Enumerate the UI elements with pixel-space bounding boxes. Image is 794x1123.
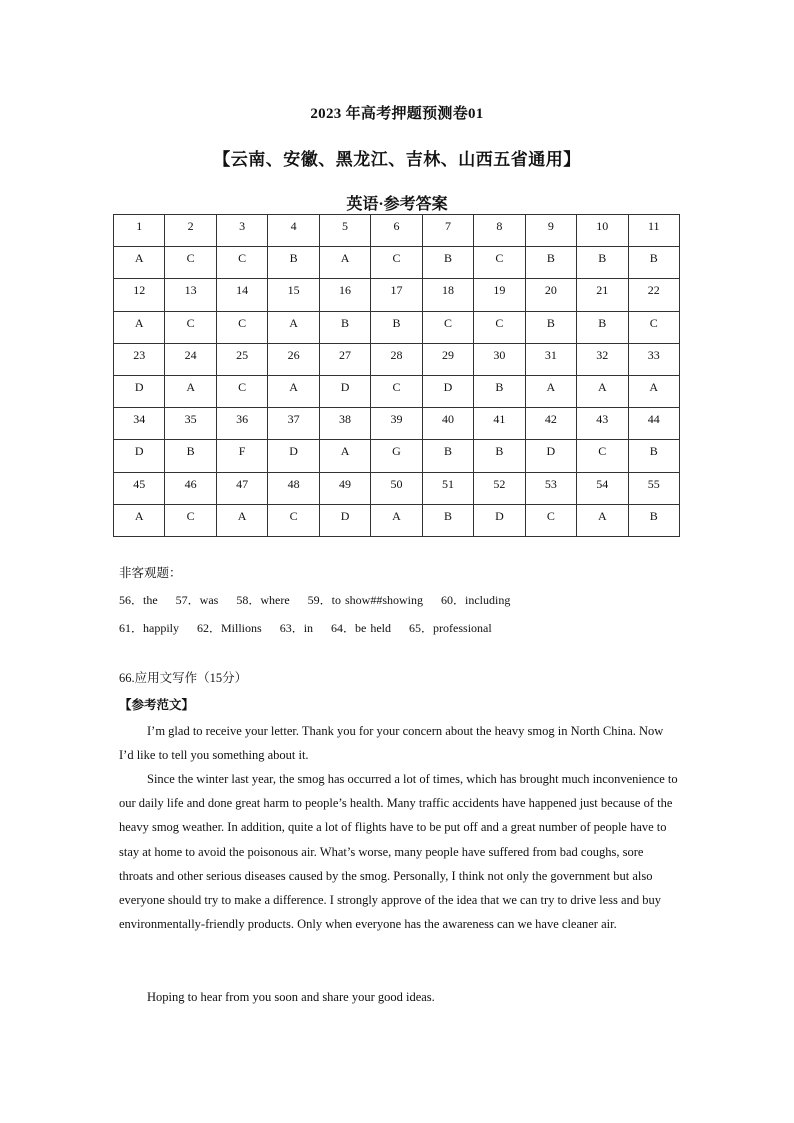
answer-cell: A <box>371 504 422 536</box>
fill-answer: 56．the <box>119 593 158 607</box>
exam-title: 2023 年高考押题预测卷01 <box>310 106 484 122</box>
question-number-cell: 52 <box>474 472 525 504</box>
question-number-cell: 12 <box>114 279 165 311</box>
question-number-cell: 22 <box>628 279 679 311</box>
non-choice-label: 非客观题： <box>119 566 182 580</box>
answer-cell: G <box>371 440 422 472</box>
question-number-cell: 36 <box>216 408 267 440</box>
fill-answer: 62．Millions <box>197 621 262 635</box>
question-number-cell: 30 <box>474 343 525 375</box>
essay-paragraph-2: Since the winter last year, the smog has occurred a lot of times, which has brought much inconvenience to our daily life and done great harm to people’s health. Many traffic accidents have happened just because of the heavy smog weather. In addition, quite a lot of flights have to be put off and a great number of people have to stay at home to avoid the poisonous air. What’s worse, many people have suffered from bad coughs, sore throats and other serious diseases caused by the smog. Personally, I think not only the government but also everyone should try to make a difference. I strongly approve of the idea that we can try to drive less and buy environmentally-friendly products. Only when everyone has the awareness can we have cleaner air. <box>119 772 678 932</box>
answer-cell: D <box>474 504 525 536</box>
answer-cell: B <box>474 440 525 472</box>
question-number-cell: 47 <box>216 472 267 504</box>
question-number-cell: 8 <box>474 215 525 247</box>
question-number-cell: 37 <box>268 408 319 440</box>
answer-cell: D <box>422 375 473 407</box>
answer-row <box>114 311 680 343</box>
answer-cell: A <box>114 311 165 343</box>
question-number-row <box>114 472 680 504</box>
answer-cell: C <box>216 311 267 343</box>
fill-answer: 64．be held <box>331 621 392 635</box>
essay-paragraph-1: I’m glad to receive your letter. Thank you for your concern about the heavy smog in North China. Now I’d like to tell you something about it. <box>119 724 664 763</box>
answer-cell: C <box>422 311 473 343</box>
question-number-cell: 17 <box>371 279 422 311</box>
answer-cell: B <box>628 247 679 279</box>
answer-cell: B <box>319 311 370 343</box>
question-number-row <box>114 408 680 440</box>
answer-cell: B <box>525 247 576 279</box>
answer-cell: C <box>216 247 267 279</box>
question-number-cell: 18 <box>422 279 473 311</box>
question-number-cell: 14 <box>216 279 267 311</box>
question-number-cell: 41 <box>474 408 525 440</box>
question-number-cell: 19 <box>474 279 525 311</box>
answer-cell: B <box>577 311 628 343</box>
answer-cell: A <box>577 375 628 407</box>
answer-cell: B <box>165 440 216 472</box>
answer-cell: D <box>114 440 165 472</box>
answer-cell: B <box>525 311 576 343</box>
answer-cell: C <box>474 311 525 343</box>
fill-answer: 65．professional <box>409 621 492 635</box>
question-number-row <box>114 279 680 311</box>
answer-cell: C <box>474 247 525 279</box>
question-number-row <box>114 215 680 247</box>
answer-cell: D <box>319 375 370 407</box>
question-number-cell: 4 <box>268 215 319 247</box>
question-number-cell: 43 <box>577 408 628 440</box>
answer-cell: D <box>268 440 319 472</box>
answer-cell: C <box>165 247 216 279</box>
answer-row <box>114 247 680 279</box>
answer-cell: A <box>525 375 576 407</box>
answer-cell: B <box>371 311 422 343</box>
question-number-cell: 3 <box>216 215 267 247</box>
answer-cell: A <box>216 504 267 536</box>
answer-cell: C <box>577 440 628 472</box>
answer-cell: B <box>422 440 473 472</box>
question-number-cell: 23 <box>114 343 165 375</box>
answer-cell: A <box>268 311 319 343</box>
question-number-cell: 10 <box>577 215 628 247</box>
answer-row <box>114 375 680 407</box>
answer-cell: C <box>165 504 216 536</box>
answer-cell: A <box>114 504 165 536</box>
answer-cell: C <box>628 311 679 343</box>
answer-row <box>114 504 680 536</box>
question-number-cell: 34 <box>114 408 165 440</box>
question-number-cell: 2 <box>165 215 216 247</box>
answer-cell: B <box>577 247 628 279</box>
question-number-cell: 53 <box>525 472 576 504</box>
question-number-cell: 26 <box>268 343 319 375</box>
question-number-cell: 35 <box>165 408 216 440</box>
question-number-cell: 5 <box>319 215 370 247</box>
answer-cell: B <box>422 247 473 279</box>
answer-row <box>114 440 680 472</box>
question-number-cell: 15 <box>268 279 319 311</box>
question-number-cell: 11 <box>628 215 679 247</box>
answer-cell: D <box>319 504 370 536</box>
fill-answer: 63．in <box>279 621 314 635</box>
answer-cell: B <box>628 504 679 536</box>
question-number-cell: 50 <box>371 472 422 504</box>
question-number-cell: 1 <box>114 215 165 247</box>
question-number-cell: 49 <box>319 472 370 504</box>
question-number-cell: 13 <box>165 279 216 311</box>
fill-answer: 61．happily <box>119 621 179 635</box>
answer-cell: C <box>165 311 216 343</box>
question-number-cell: 9 <box>525 215 576 247</box>
fill-answer: 59．to show##showing <box>307 593 424 607</box>
question-number-row <box>114 343 680 375</box>
question-number-cell: 55 <box>628 472 679 504</box>
question-number-cell: 7 <box>422 215 473 247</box>
answer-cell: A <box>577 504 628 536</box>
question-number-cell: 40 <box>422 408 473 440</box>
answer-cell: C <box>525 504 576 536</box>
sample-label: 【参考范文】 <box>119 698 195 712</box>
answer-cell: D <box>114 375 165 407</box>
question-number-cell: 46 <box>165 472 216 504</box>
question-number-cell: 45 <box>114 472 165 504</box>
answer-cell: B <box>422 504 473 536</box>
question-number-cell: 20 <box>525 279 576 311</box>
answer-cell: A <box>165 375 216 407</box>
question-number-cell: 33 <box>628 343 679 375</box>
question-number-cell: 25 <box>216 343 267 375</box>
question-number-cell: 32 <box>577 343 628 375</box>
question-number-cell: 31 <box>525 343 576 375</box>
question-number-cell: 54 <box>577 472 628 504</box>
answer-cell: B <box>474 375 525 407</box>
question-number-cell: 44 <box>628 408 679 440</box>
answer-cell: B <box>268 247 319 279</box>
question-number-cell: 48 <box>268 472 319 504</box>
fill-answers-line-1 <box>119 591 524 608</box>
question-number-cell: 16 <box>319 279 370 311</box>
writing-heading: 66.应用文写作（15分） <box>119 671 248 685</box>
answer-cell: C <box>268 504 319 536</box>
answer-cell: D <box>525 440 576 472</box>
fill-answer: 57．was <box>175 593 219 607</box>
answer-cell: A <box>268 375 319 407</box>
question-number-cell: 28 <box>371 343 422 375</box>
answer-cell: A <box>114 247 165 279</box>
answer-cell: A <box>628 375 679 407</box>
fill-answers-line-2 <box>119 619 506 636</box>
answer-cell: B <box>628 440 679 472</box>
region-subtitle: 【云南、安徽、黑龙江、吉林、山西五省通用】 <box>213 150 581 169</box>
answer-cell: A <box>319 440 370 472</box>
question-number-cell: 38 <box>319 408 370 440</box>
question-number-cell: 21 <box>577 279 628 311</box>
question-number-cell: 24 <box>165 343 216 375</box>
question-number-cell: 29 <box>422 343 473 375</box>
answer-cell: C <box>371 247 422 279</box>
answer-table <box>113 214 680 537</box>
fill-answer: 58．where <box>236 593 290 607</box>
question-number-cell: 27 <box>319 343 370 375</box>
answer-cell: A <box>319 247 370 279</box>
question-number-cell: 6 <box>371 215 422 247</box>
question-number-cell: 39 <box>371 408 422 440</box>
fill-answer: 60．including <box>441 593 511 607</box>
answer-cell: C <box>216 375 267 407</box>
answer-cell: C <box>371 375 422 407</box>
essay-paragraph-3: Hoping to hear from you soon and share your good ideas. <box>147 990 435 1004</box>
question-number-cell: 51 <box>422 472 473 504</box>
answer-cell: F <box>216 440 267 472</box>
question-number-cell: 42 <box>525 408 576 440</box>
subject-heading: 英语·参考答案 <box>346 196 448 213</box>
